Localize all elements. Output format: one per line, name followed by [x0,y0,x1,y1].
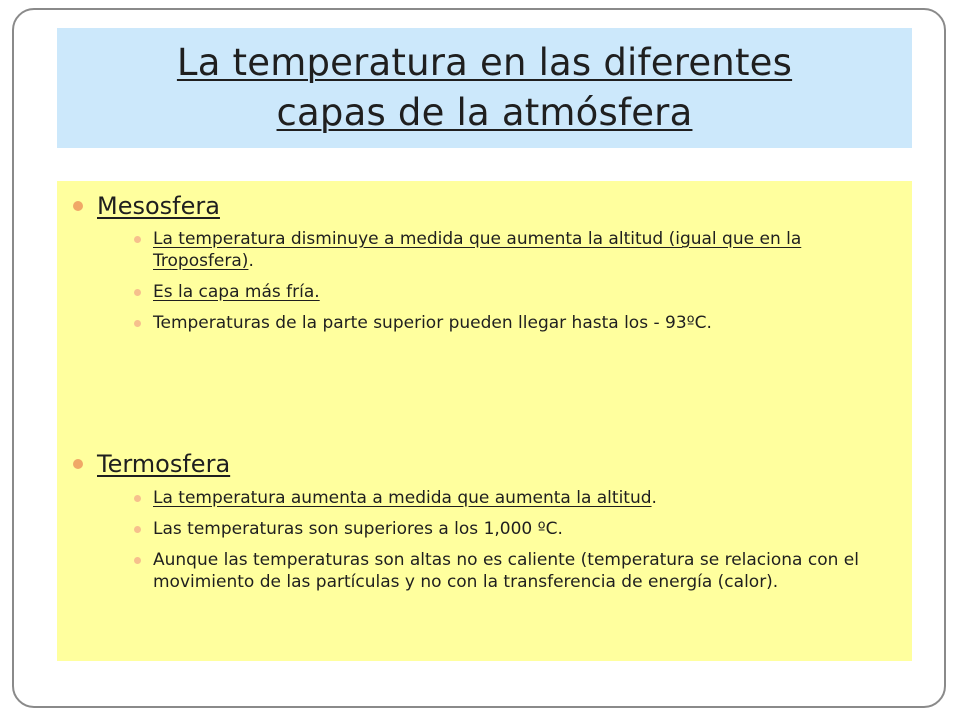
title-line-1: La temperatura en las diferentes [176,41,793,84]
bullet-icon [134,495,141,502]
title-banner [57,28,912,148]
section-heading: Termosfera [97,449,230,479]
bullet-list [153,487,890,602]
bullet-icon [73,459,83,469]
bullet-icon [134,289,141,296]
content-panel [57,181,912,661]
bullet-icon [134,236,141,243]
slide-title [177,38,792,138]
list-item: La temperatura aumenta a medida que aumenta la altitud. [153,487,890,509]
bullet-icon [134,557,141,564]
list-item: Temperaturas de la parte superior pueden llegar hasta los - 93ºC. [153,312,890,334]
bullet-list [153,228,890,343]
section-heading: Mesosfera [97,191,220,221]
bullet-icon [134,320,141,327]
list-item: Las temperaturas son superiores a los 1,000 ºC. [153,518,890,540]
bullet-icon [134,526,141,533]
title-line-2: capas de la atmósfera [276,91,693,134]
list-item: Es la capa más fría. [153,281,890,303]
list-item: La temperatura disminuye a medida que aumenta la altitud (igual que en la Troposfera). [153,228,890,272]
list-item: Aunque las temperaturas son altas no es caliente (temperatura se relaciona con el movimiento de las partículas y no con la transferencia de energía (calor). [153,549,890,593]
bullet-icon [73,201,83,211]
